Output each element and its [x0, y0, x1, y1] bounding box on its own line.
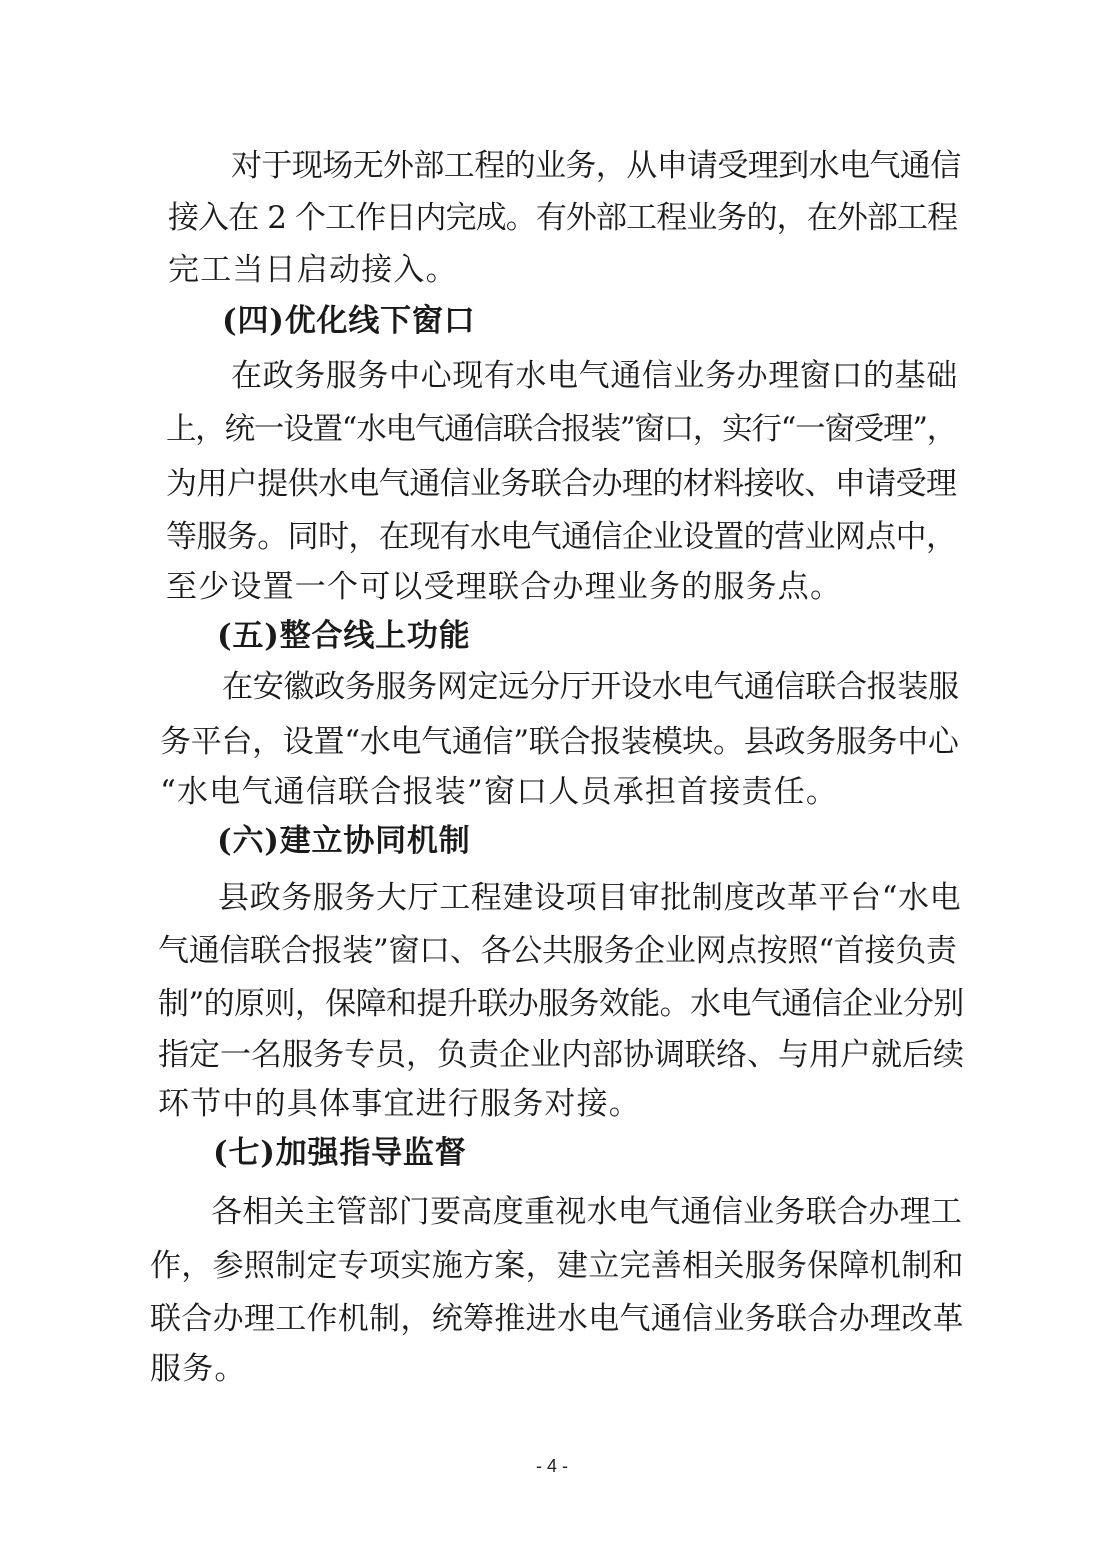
- section-heading-7: (七)加强指导监督: [213, 1135, 467, 1171]
- paragraph-line: 联合办理工作机制，统筹推进水电气通信业务联合办理改革: [150, 1301, 964, 1337]
- paragraph-line: 各相关主管部门要高度重视水电气通信业务联合办理工: [211, 1194, 963, 1230]
- section-heading-6: (六)建立协同机制: [217, 823, 471, 859]
- paragraph-line: 在政务服务中心现有水电气通信业务办理窗口的基础: [231, 358, 958, 394]
- page-number: - 4 -: [535, 1456, 568, 1476]
- paragraph-line: 上，统一设置“水电气通信联合报装”窗口，实行“一窗受理”，: [166, 412, 957, 447]
- paragraph-line: 气通信联合报装”窗口、各公共服务企业网点按照“首接负责: [158, 933, 957, 969]
- paragraph-line: 为用户提供水电气通信业务联合办理的材料接收、申请受理: [166, 466, 957, 502]
- paragraph-line: 在安徽政务服务网定远分厅开设水电气通信联合报装服: [222, 669, 959, 705]
- paragraph-line: “水电气通信联合报装”窗口人员承担首接责任。: [160, 774, 839, 810]
- paragraph-line: 服务。: [150, 1351, 247, 1387]
- paragraph-line: 完工当日启动接入。: [168, 252, 458, 288]
- paragraph-line: 对于现场无外部工程的业务，从申请受理到水电气通信: [231, 148, 961, 184]
- paragraph-line: 指定一名服务专员，负责企业内部协调联络、与用户就后续: [158, 1037, 964, 1073]
- paragraph-line: 作，参照制定专项实施方案，建立完善相关服务保障机制和: [150, 1248, 964, 1284]
- section-heading-4: (四)优化线下窗口: [222, 303, 476, 339]
- paragraph-line: 制”的原则，保障和提升联办服务效能。水电气通信企业分别: [158, 986, 964, 1022]
- paragraph-line: 务平台，设置“水电气通信”联合报装模块。县政务服务中心: [160, 724, 959, 760]
- paragraph-line: 至少设置一个可以受理联合办理业务的服务点。: [166, 569, 843, 605]
- paragraph-line: 县政务服务大厅工程建设项目审批制度改革平台“水电: [218, 880, 962, 916]
- paragraph-line: 等服务。同时，在现有水电气通信企业设置的营业网点中，: [166, 519, 957, 555]
- section-heading-5: (五)整合线上功能: [217, 618, 471, 654]
- paragraph-line: 环节中的具体事宜进行服务对接。: [158, 1086, 641, 1122]
- paragraph-line: 接入在 2 个工作日内完成。有外部工程业务的，在外部工程: [168, 200, 958, 236]
